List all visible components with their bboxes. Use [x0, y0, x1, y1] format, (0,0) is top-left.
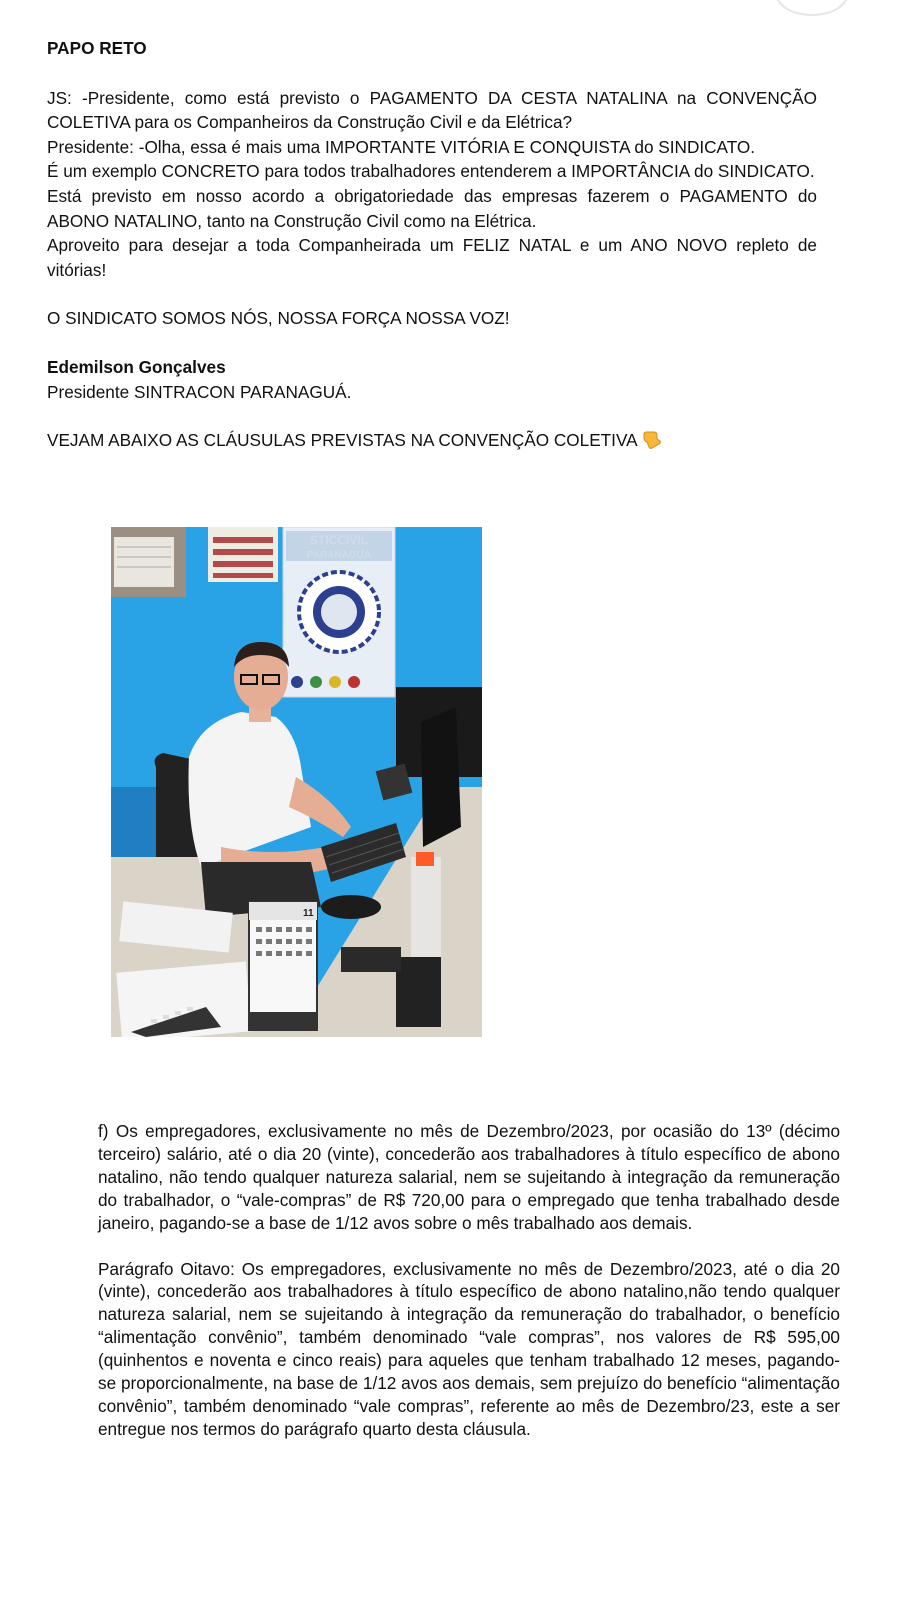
answer-paragraph: Presidente: -Olha, essa é mais uma IMPORTANTE VITÓRIA E CONQUISTA do SINDICATO. — [47, 136, 756, 157]
agreement-paragraph: Está previsto em nosso acordo a obrigatoriedade das empresas fazerem o PAGAMENTO do ABONO NATALINO, tanto na Construção Civil como na Elétrica. — [47, 185, 817, 231]
example-paragraph: É um exemplo CONCRETO para todos trabalhadores entenderem a IMPORTÂNCIA do SINDICATO. — [47, 161, 815, 182]
signature-name: Edemilson Gonçalves — [47, 356, 226, 377]
pointing-down-hand-icon — [642, 431, 662, 449]
document-title: PAPO RETO — [47, 38, 147, 58]
clause-f: f) Os empregadores, exclusivamente no mês de Dezembro/2023, por ocasião do 13º (décimo terceiro) salário, até o dia 20 (vinte), concederão aos trabalhadores à título específico de abono natalino, não tendo qualquer natureza salarial, nem se sujeitando à integração da remuneração do trabalhador, o “vale-compras” de R$ 720,00 para o empregado que tenha trabalhado desde janeiro, pagando-se a base de 1/12 avos sobre o mês trabalhado aos demais. — [98, 1121, 840, 1233]
convention-clauses — [98, 1120, 840, 1441]
see-below-text: VEJAM ABAIXO AS CLÁUSULAS PREVISTAS NA CONVENÇÃO COLETIVA — [47, 430, 638, 451]
signature-role: Presidente SINTRACON PARANAGUÁ. — [47, 381, 352, 402]
question-paragraph: JS: -Presidente, como está previsto o PAGAMENTO DA CESTA NATALINA na CONVENÇÃO COLETIVA para os Companheiros da Construção Civil e da Elétrica? — [47, 87, 817, 133]
calendar-month: 11 — [303, 908, 314, 919]
see-below-line — [47, 428, 817, 453]
president-photo — [111, 527, 482, 1037]
wishes-paragraph: Aproveito para desejar a toda Companheirada um FELIZ NATAL e um ANO NOVO repleto de vitórias! — [47, 235, 817, 280]
slogan: O SINDICATO SOMOS NÓS, NOSSA FORÇA NOSSA VOZ! — [47, 308, 510, 329]
message-body — [47, 36, 817, 453]
top-corner-decoration — [775, 0, 849, 16]
office-scene — [111, 527, 482, 1037]
paragraph-eighth: Parágrafo Oitavo: Os empregadores, exclusivamente no mês de Dezembro/2023, até o dia 20 (vinte), concederão aos trabalhadores à título específico de abono natalino,não tendo qualquer natureza salarial, nem se sujeitando à integração da remuneração do trabalhador, o benefício “alimentação convênio”, também denominado “vale compras”, nos valores de R$ 595,00 (quinhentos e noventa e cinco reais) para aqueles que tenham trabalhado 12 meses, pagando-se proporcionalmente, na base de 1/12 avos aos demais, sem prejuízo do benefício “alimentação convênio”, também denominado “vale compras”, referente ao mês de Dezembro/23, este a ser entregue nos termos do parágrafo quarto desta cláusula. — [98, 1258, 840, 1439]
